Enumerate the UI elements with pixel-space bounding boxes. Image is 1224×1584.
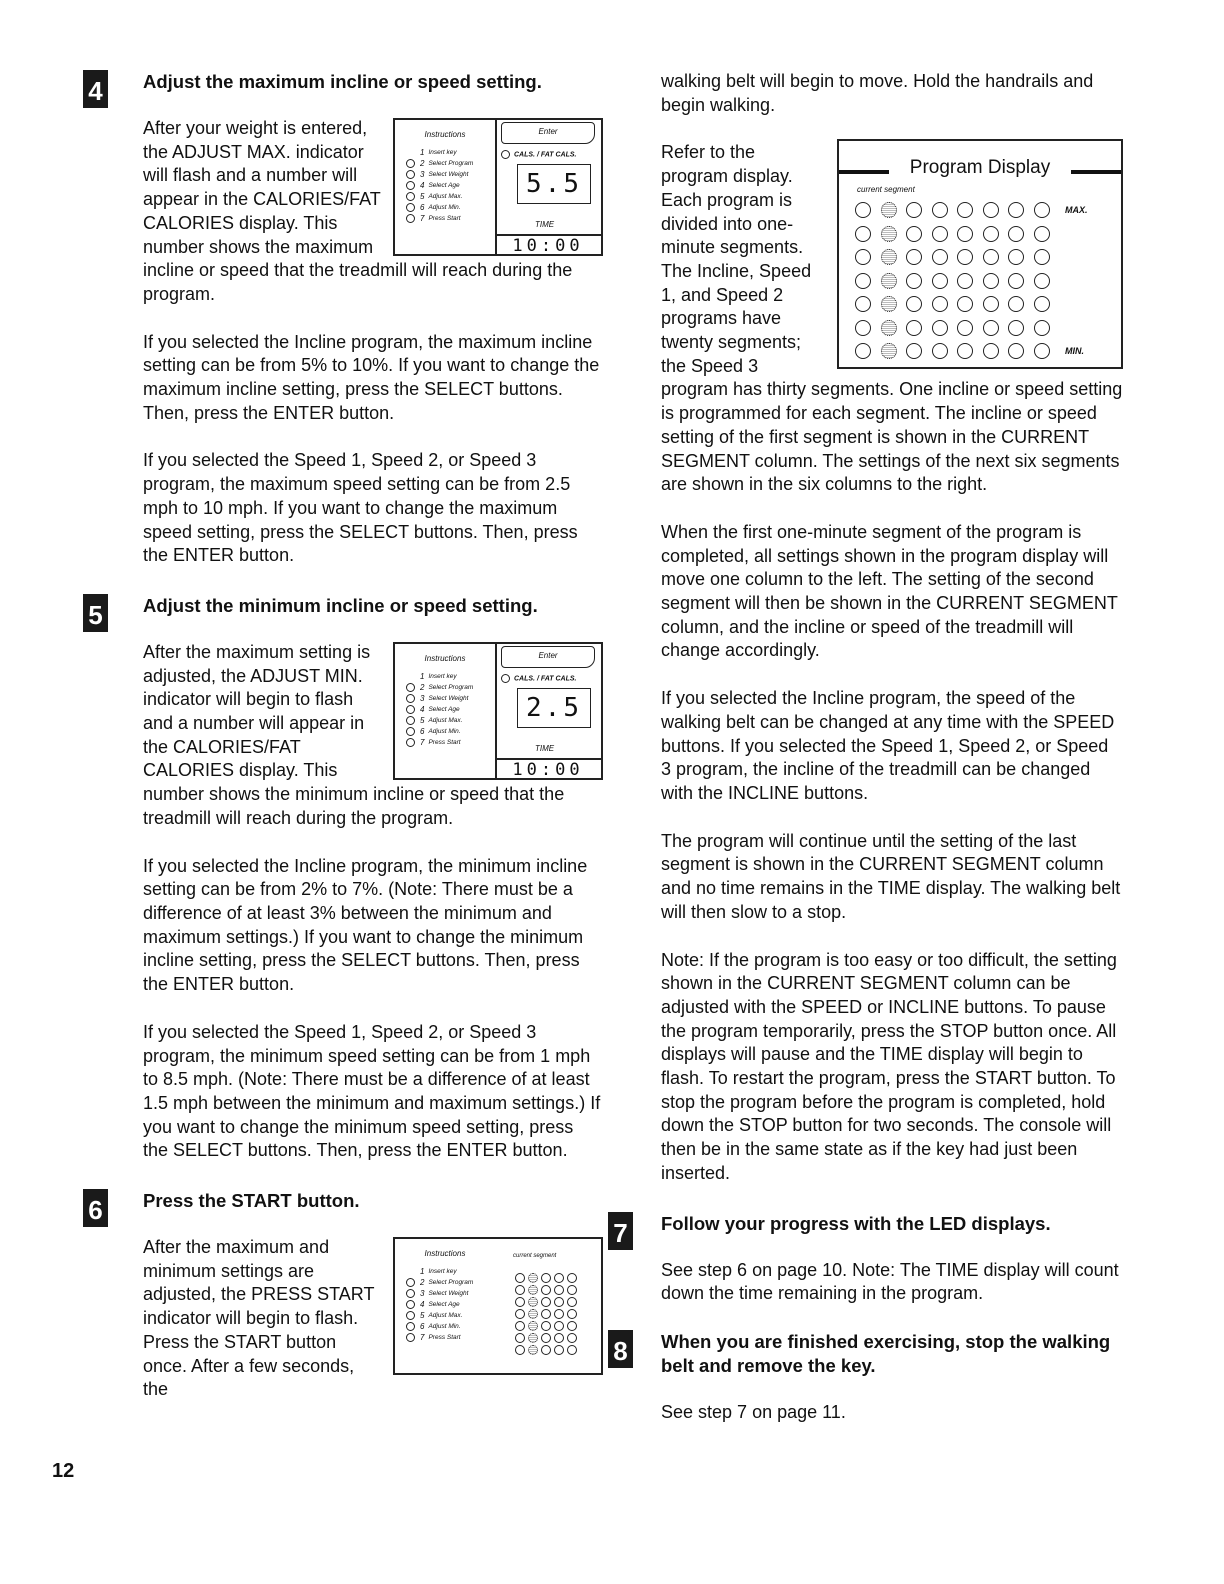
led-icon (932, 296, 948, 312)
led-icon (567, 1285, 577, 1295)
program-display-title: Program Display (839, 157, 1121, 179)
led-icon (932, 320, 948, 336)
led-icon (1008, 320, 1024, 336)
page-number: 12 (52, 1460, 75, 1482)
step-heading: When you are finished exercising, stop the walking belt and remove the key. (661, 1330, 1111, 1376)
paragraph: If you selected the Incline program, the maximum incline setting can be from 5% to 10%. If you want to change the maximum incline setting, press the SELECT buttons. Then, press the ENTER button. (143, 331, 600, 423)
step-number-badge: 5 (83, 594, 108, 632)
step-heading: Adjust the maximum incline or speed setting. (143, 71, 542, 92)
paragraph: After your weight is entered, the ADJUST MAX. indicator will flash and a number will appear in the CALORIES/FAT CALORIES display. This number shows the maximum incline or speed that the treadmill will reach during the program. (143, 118, 573, 304)
led-icon (554, 1345, 564, 1355)
left-column (83, 70, 603, 1402)
indicator-light-icon (501, 674, 510, 683)
instructions-column: Instructions 1 Insert key 2 Select Program 3 Select Weight 4 Select Age 5 Adjust Max. 6 Adjust Min. 7 Press Start (395, 120, 497, 254)
indicator-light-icon (406, 181, 415, 190)
cals-label: CALS. / FAT CALS. (501, 674, 576, 683)
led-icon (541, 1285, 551, 1295)
instructions-column: Instructions 1 Insert key 2 Select Program 3 Select Weight 4 Select Age 5 Adjust Max. 6 Adjust Min. 7 Press Start (395, 644, 497, 778)
led-icon (881, 249, 897, 265)
indicator-light-icon (406, 738, 415, 747)
led-icon (554, 1285, 564, 1295)
time-display: 10:00 (495, 234, 601, 254)
step-heading: Press the START button. (143, 1190, 360, 1212)
indicator-light-icon (406, 159, 415, 168)
mini-program-grid (515, 1273, 580, 1357)
current-segment-label: current segment (857, 185, 915, 195)
instruction-label: Insert key (428, 149, 457, 156)
led-row (515, 1297, 580, 1307)
indicator-light-icon (406, 170, 415, 179)
led-row (515, 1345, 580, 1355)
led-icon (855, 249, 871, 265)
indicator-light-icon (406, 727, 415, 736)
instruction-label: Select Age (428, 182, 460, 189)
led-icon (932, 202, 948, 218)
paragraph: If you selected the Incline program, the minimum incline setting can be from 2% to 7%. (Note: There must be a difference of at least 3% between the minimum and maximum settings.) If you want to change the minimum incline setting, press the SELECT buttons. Then, press the ENTER button. (143, 855, 588, 995)
step-number-badge: 7 (608, 1212, 633, 1250)
step-number-badge: 4 (83, 70, 108, 108)
indicator-light-icon (406, 203, 415, 212)
led-icon (515, 1345, 525, 1355)
instruction-label: Press Start (428, 738, 461, 746)
led-icon (567, 1297, 577, 1307)
min-label: MIN. (1065, 346, 1084, 357)
paragraph: After the maximum setting is adjusted, the ADJUST MIN. indicator will begin to flash and a number will appear in the CALORIES/FAT CALORIES display. This number shows the minimum incline or speed that the treadmill will reach during the program. (143, 641, 565, 828)
step-8 (613, 1330, 1123, 1425)
instructions-title: Instructions (424, 130, 466, 139)
led-icon (881, 296, 897, 312)
led-icon (957, 296, 973, 312)
step-heading: Adjust the minimum incline or speed setting. (143, 594, 538, 616)
console-panel-figure (393, 118, 603, 256)
indicator-light-icon (406, 716, 415, 725)
indicator-light-icon (406, 705, 415, 714)
indicator-light-icon (406, 1311, 415, 1320)
instruction-label: Adjust Max. (428, 716, 463, 724)
calories-display: 2.5 (517, 688, 591, 728)
led-icon (957, 202, 973, 218)
enter-button: Enter (501, 122, 595, 144)
indicator-light-icon (406, 1322, 415, 1331)
cals-label: CALS. / FAT CALS. (501, 150, 576, 159)
instructions-title: Instructions (424, 1249, 466, 1259)
instruction-label: Select Weight (428, 1290, 469, 1298)
indicator-light-icon (406, 1300, 415, 1309)
led-row (855, 202, 1121, 218)
led-icon (906, 296, 922, 312)
indicator-light-icon (406, 1333, 415, 1342)
led-icon (957, 343, 973, 359)
led-icon (855, 202, 871, 218)
led-icon (881, 320, 897, 336)
led-icon (1008, 202, 1024, 218)
led-icon (515, 1309, 525, 1319)
led-row (515, 1273, 580, 1283)
led-icon (1008, 249, 1024, 265)
led-icon (957, 320, 973, 336)
console-panel-figure (393, 1237, 603, 1375)
led-row (855, 343, 1121, 359)
led-icon (906, 202, 922, 218)
led-icon (528, 1309, 538, 1319)
indicator-light-icon (406, 1278, 415, 1287)
step-heading: Follow your progress with the LED displays. (661, 1212, 1051, 1234)
step-5 (83, 594, 603, 1163)
indicator-light-icon (406, 694, 415, 703)
paragraph: walking belt will begin to move. Hold the handrails and begin walking. (661, 71, 1094, 115)
time-label: TIME (535, 220, 555, 229)
paragraph: Refer to the program display. Each program is divided into one-minute segments. The Incline, Speed 1, and Speed 2 programs have twenty segments; the Speed 3 program has thirty segments. One incline or speed setting is programmed for each segment. The incline or speed setting of the first segment is shown in the CURRENT SEGMENT column. The settings of the next six segments are shown in the six columns to the right. (661, 142, 1123, 495)
led-icon (515, 1273, 525, 1283)
program-led-grid (855, 202, 1121, 359)
led-icon (881, 226, 897, 242)
led-icon (932, 226, 948, 242)
led-row (855, 320, 1121, 336)
led-icon (881, 273, 897, 289)
led-icon (906, 343, 922, 359)
paragraph: After the maximum and minimum settings are adjusted, the PRESS START indicator will begin to flash. Press the START button once. After a few seconds, the (143, 1237, 375, 1400)
led-icon (541, 1273, 551, 1283)
led-row (515, 1321, 580, 1331)
led-row (515, 1285, 580, 1295)
led-icon (906, 249, 922, 265)
enter-button: Enter (501, 646, 595, 668)
instruction-label: Select Weight (428, 171, 469, 178)
led-icon (515, 1321, 525, 1331)
led-icon (983, 296, 999, 312)
paragraph: If you selected the Incline program, the speed of the walking belt can be changed at any time with the SPEED buttons. If you selected the Speed 1, Speed 2, or Speed 3 program, the incline of the treadmill can be changed with the INCLINE buttons. (661, 688, 1115, 803)
led-icon (567, 1273, 577, 1283)
led-icon (855, 320, 871, 336)
led-icon (528, 1273, 538, 1283)
led-icon (855, 226, 871, 242)
led-icon (554, 1297, 564, 1307)
paragraph: If you selected the Speed 1, Speed 2, or Speed 3 program, the minimum speed setting can be from 1 mph to 8.5 mph. (Note: There must be a difference of at least 1.5 mph between the minimum and maximum settings.) If you want to change the minimum speed setting, press the SELECT buttons. Then, press the ENTER button. (143, 1021, 601, 1161)
instruction-label: Select Weight (428, 694, 469, 702)
instructions-column: Instructions 1 Insert key 2 Select Program 3 Select Weight 4 Select Age 5 Adjust Max. 6 Adjust Min. 7 Press Start (395, 1239, 495, 1373)
led-icon (1034, 226, 1050, 242)
led-icon (932, 273, 948, 289)
program-display-figure (837, 139, 1123, 369)
paragraph: If you selected the Speed 1, Speed 2, or Speed 3 program, the maximum speed setting can be from 2.5 mph to 10 mph. If you want to change the maximum speed setting, press the SELECT buttons. Then, press the ENTER button. (143, 450, 578, 566)
instruction-label: Press Start (428, 215, 461, 222)
step-number-badge: 6 (83, 1189, 108, 1227)
led-icon (906, 226, 922, 242)
led-icon (957, 249, 973, 265)
led-row (855, 249, 1121, 265)
led-icon (1034, 296, 1050, 312)
led-row (515, 1309, 580, 1319)
led-row (515, 1333, 580, 1343)
step-4 (83, 70, 603, 568)
led-row (855, 226, 1121, 242)
instruction-label: Adjust Min. (428, 1323, 461, 1331)
led-icon (1034, 320, 1050, 336)
led-icon (1008, 273, 1024, 289)
current-segment-label: current segment (513, 1253, 557, 1260)
led-icon (1008, 343, 1024, 359)
led-icon (932, 343, 948, 359)
paragraph: When the first one-minute segment of the program is completed, all settings shown in the program display will move one column to the left. The setting of the second segment will then be shown in the CURRENT SEGMENT column, and the incline or speed of the treadmill will change accordingly. (661, 521, 1118, 661)
time-display: 10:00 (495, 758, 601, 778)
led-icon (983, 273, 999, 289)
instruction-label: Insert key (428, 1268, 457, 1276)
led-icon (957, 273, 973, 289)
led-icon (528, 1285, 538, 1295)
led-icon (855, 296, 871, 312)
led-icon (881, 343, 897, 359)
led-row (855, 273, 1121, 289)
instruction-label: Adjust Max. (428, 193, 463, 200)
instruction-label: Select Age (428, 1301, 460, 1309)
console-panel-figure (393, 642, 603, 780)
instruction-label: Adjust Min. (428, 727, 461, 735)
led-icon (554, 1321, 564, 1331)
indicator-light-icon (406, 683, 415, 692)
led-icon (932, 249, 948, 265)
instruction-label: Select Age (428, 705, 460, 713)
led-icon (855, 343, 871, 359)
instruction-label: Adjust Max. (428, 1312, 463, 1320)
paragraph: Note: If the program is too easy or too difficult, the setting shown in the CURRENT SEGMENT column can be adjusted with the SPEED or INCLINE buttons. To pause the program temporarily, press the STOP button once. All displays will pause and the TIME display will begin to flash. To restart the program, press the START button. To stop the program before the program is completed, hold down the STOP button for two seconds. The console will then be in the same state as if the key had just been inserted. (661, 949, 1117, 1183)
instruction-label: Select Program (428, 1279, 474, 1287)
led-icon (1034, 343, 1050, 359)
indicator-light-icon (406, 1289, 415, 1298)
led-icon (1034, 273, 1050, 289)
max-label: MAX. (1065, 205, 1088, 216)
led-icon (515, 1285, 525, 1295)
indicator-light-icon (501, 150, 510, 159)
paragraph: See step 7 on page 11. (661, 1401, 846, 1422)
led-icon (957, 226, 973, 242)
led-icon (906, 320, 922, 336)
led-icon (541, 1309, 551, 1319)
led-icon (1034, 202, 1050, 218)
paragraph: The program will continue until the setting of the last segment is shown in the CURRENT SEGMENT column and no time remains in the TIME display. The walking belt will then slow to a stop. (661, 830, 1121, 922)
instruction-label: Select Program (428, 160, 474, 167)
led-icon (541, 1345, 551, 1355)
led-icon (528, 1321, 538, 1331)
led-icon (554, 1309, 564, 1319)
instruction-label: Press Start (428, 1334, 461, 1342)
led-icon (528, 1333, 538, 1343)
step-7 (613, 1212, 1123, 1306)
led-icon (515, 1297, 525, 1307)
led-icon (541, 1333, 551, 1343)
led-icon (554, 1333, 564, 1343)
led-row (855, 296, 1121, 312)
time-label: TIME (535, 743, 555, 753)
led-icon (567, 1309, 577, 1319)
led-icon (1008, 296, 1024, 312)
instruction-label: Insert key (428, 672, 457, 680)
led-icon (983, 226, 999, 242)
led-icon (1008, 226, 1024, 242)
indicator-light-icon (406, 214, 415, 223)
led-icon (906, 273, 922, 289)
led-icon (528, 1345, 538, 1355)
led-icon (567, 1321, 577, 1331)
led-icon (554, 1273, 564, 1283)
led-icon (515, 1333, 525, 1343)
led-icon (983, 202, 999, 218)
instruction-label: Select Program (428, 683, 474, 691)
led-icon (567, 1345, 577, 1355)
led-icon (983, 343, 999, 359)
instruction-label: Adjust Min. (428, 204, 461, 211)
step-6 (83, 1189, 603, 1402)
step-number-badge: 8 (608, 1330, 633, 1368)
led-icon (855, 273, 871, 289)
led-icon (567, 1333, 577, 1343)
calories-display: 5.5 (517, 164, 591, 204)
led-icon (1034, 249, 1050, 265)
right-column (613, 70, 1123, 1425)
led-icon (541, 1321, 551, 1331)
led-icon (881, 202, 897, 218)
indicator-light-icon (406, 192, 415, 201)
instructions-title: Instructions (424, 653, 466, 663)
led-icon (528, 1297, 538, 1307)
led-icon (541, 1297, 551, 1307)
led-icon (983, 320, 999, 336)
led-icon (983, 249, 999, 265)
paragraph: See step 6 on page 10. Note: The TIME display will count down the time remaining in the program. (661, 1259, 1119, 1304)
